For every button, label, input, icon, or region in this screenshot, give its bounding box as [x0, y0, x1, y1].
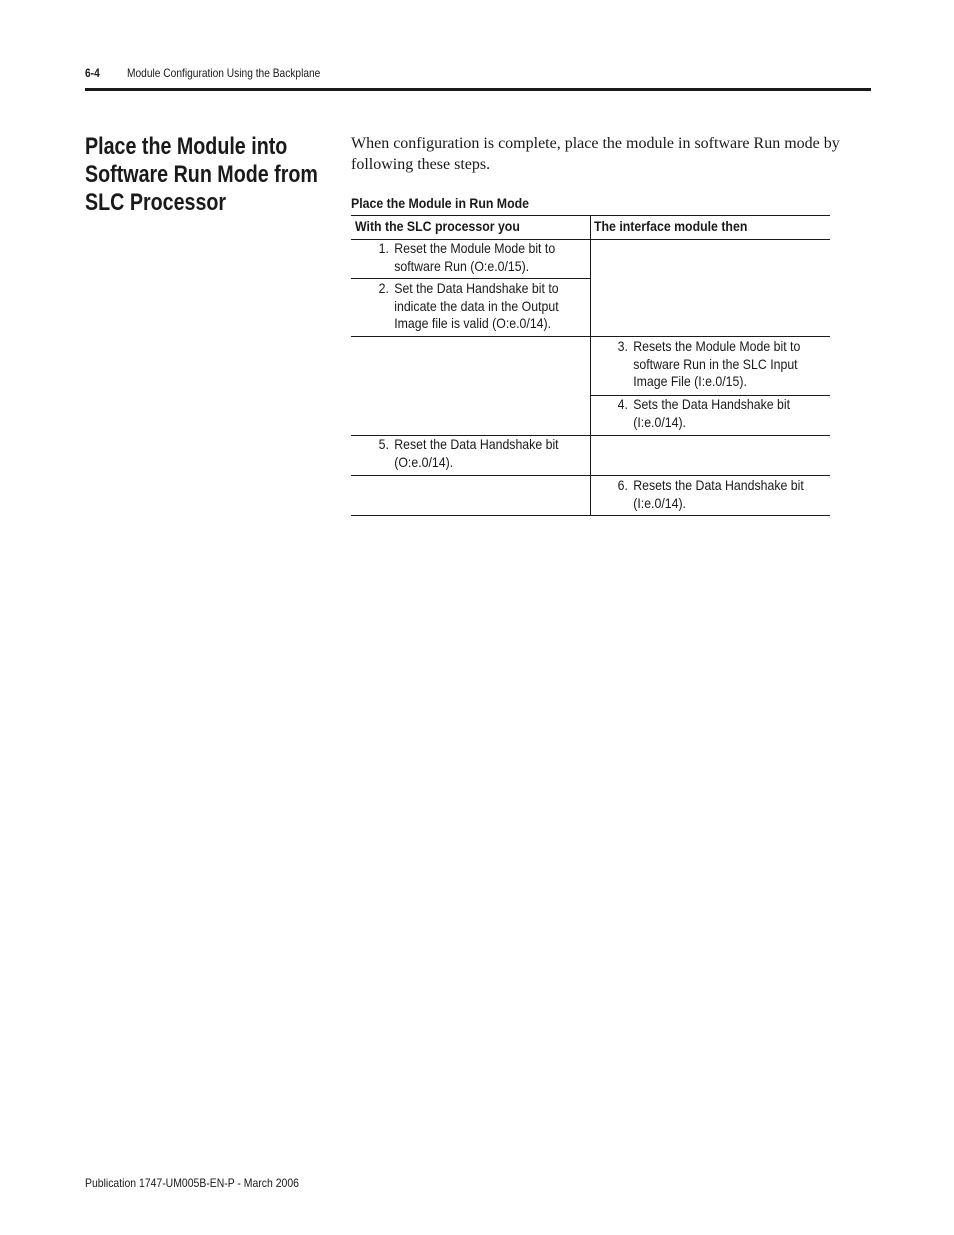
column-divider	[590, 215, 591, 516]
page-number: 6-4	[85, 66, 100, 80]
header-divider	[85, 88, 871, 91]
step-number: 1.	[378, 240, 389, 256]
section-heading: Place the Module into Software Run Mode from SLC Processor	[85, 133, 318, 216]
step-number: 4.	[617, 396, 628, 412]
intro-paragraph: When configuration is complete, place the module in software Run mode by following these steps.	[351, 135, 840, 173]
step-number: 3.	[617, 338, 628, 354]
row-divider	[351, 278, 590, 279]
table-title: Place the Module in Run Mode	[351, 195, 529, 211]
step-number: 2.	[378, 280, 389, 296]
publication-footer: Publication 1747-UM005B-EN-P - March 2006	[85, 1176, 299, 1190]
step-text: Sets the Data Handshake bit (I:e.0/14).	[633, 396, 791, 430]
column-header-slc-processor: With the SLC processor you	[355, 218, 520, 234]
step-text: Set the Data Handshake bit to indicate the data in the Output Image file is valid (O:e.0/14).	[394, 280, 559, 331]
chapter-title: Module Configuration Using the Backplane	[127, 66, 321, 80]
step-text: Resets the Data Handshake bit (I:e.0/14).	[633, 477, 804, 511]
step-number: 6.	[617, 477, 628, 493]
step-number: 5.	[378, 436, 389, 452]
step-text: Reset the Data Handshake bit (O:e.0/14).	[394, 436, 559, 470]
step-text: Resets the Module Mode bit to software Run in the SLC Input Image File (I:e.0/15).	[633, 338, 801, 389]
step-text: Reset the Module Mode bit to software Run (O:e.0/15).	[394, 240, 556, 274]
column-header-interface-module: The interface module then	[594, 218, 748, 234]
